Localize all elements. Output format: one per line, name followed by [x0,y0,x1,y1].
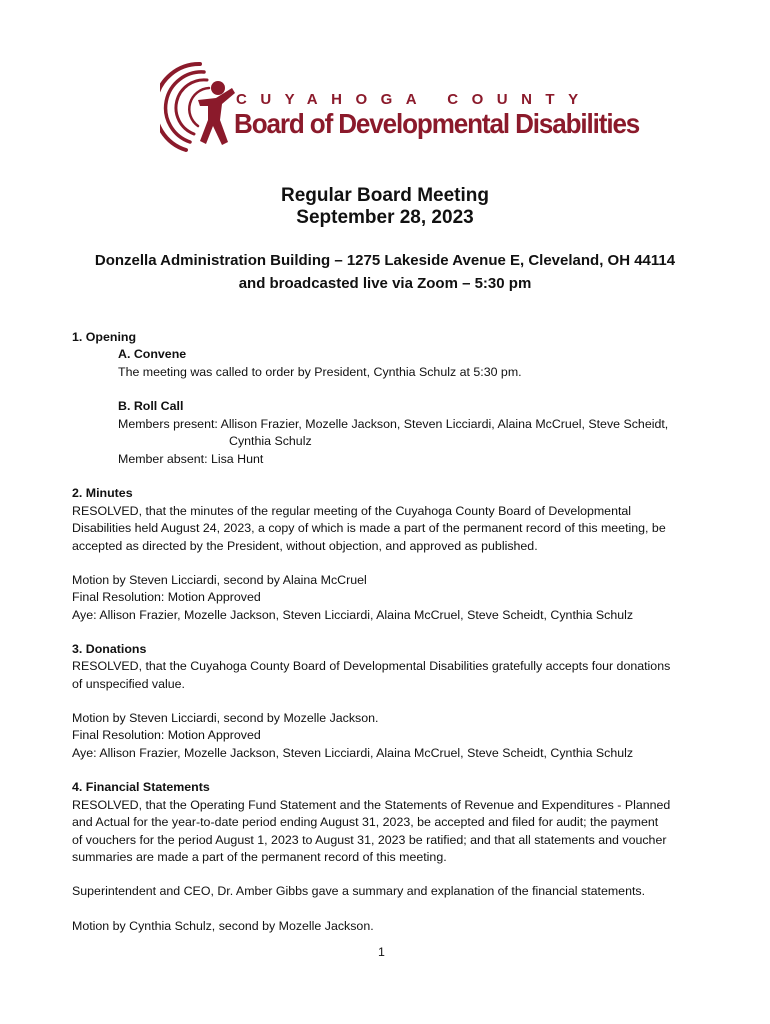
donations-resolution-line: of unspecified value. [72,677,185,691]
meeting-broadcast: and broadcasted live via Zoom – 5:30 pm [238,275,532,292]
logo-county-name: CUYAHOGA COUNTY [236,91,592,108]
subheading-convene: A. Convene [118,347,187,361]
meeting-location: Donzella Administration Building – 1275 Lakeside Avenue E, Cleveland, OH 44114 [94,252,676,269]
logo-emblem [160,58,240,158]
donations-resolution-line: RESOLVED, that the Cuyahoga County Board of Developmental Disabilities gratefully accepts four donations [72,659,671,673]
minutes-final-resolution: Final Resolution: Motion Approved [72,590,261,604]
donations-aye-votes: Aye: Allison Frazier, Mozelle Jackson, Steven Licciardi, Alaina McCruel, Steve Scheidt, Cynthia Schulz [72,746,634,760]
minutes-aye-votes: Aye: Allison Frazier, Mozelle Jackson, Steven Licciardi, Alaina McCruel, Steve Scheidt, Cynthia Schulz [72,608,634,622]
logo-board-name: Board of Developmental Disabilities [234,108,640,139]
subheading-roll-call: B. Roll Call [118,399,184,413]
financial-motion: Motion by Cynthia Schulz, second by Mozelle Jackson. [72,919,374,933]
minutes-motion: Motion by Steven Licciardi, second by Alaina McCruel [72,573,367,587]
financial-resolution-line: RESOLVED, that the Operating Fund Statement and the Statements of Revenue and Expenditures - Planned [72,798,671,812]
minutes-resolution-line: accepted as directed by the President, without objection, and approved as published. [72,539,538,553]
section-heading-opening: 1. Opening [72,330,137,344]
meeting-date: September 28, 2023 [296,207,474,228]
organization-logo [160,58,640,158]
section-heading-minutes: 2. Minutes [72,486,133,500]
section-heading-donations: 3. Donations [72,642,147,656]
members-absent: Member absent: Lisa Hunt [118,452,264,466]
convene-text: The meeting was called to order by President, Cynthia Schulz at 5:30 pm. [118,365,522,379]
page-number: 1 [378,945,385,959]
section-heading-financial: 4. Financial Statements [72,780,210,794]
financial-resolution-line: and Actual for the year-to-date period ending August 31, 2023, be accepted and filed for audit; the payment [72,815,659,829]
page-title: Regular Board Meeting [281,185,489,206]
members-present: Members present: Allison Frazier, Mozelle Jackson, Steven Licciardi, Alaina McCruel, Steve Scheidt, [118,417,669,431]
minutes-resolution-line: RESOLVED, that the minutes of the regular meeting of the Cuyahoga County Board of Developmental [72,504,632,518]
donations-motion: Motion by Steven Licciardi, second by Mozelle Jackson. [72,711,379,725]
financial-resolution-line: summaries are made a part of the permanent record of this meeting. [72,850,447,864]
members-present-continued: Cynthia Schulz [229,434,312,448]
financial-resolution-line: of vouchers for the period August 1, 2023 to August 31, 2023 be ratified; and that all statements and voucher [72,833,667,847]
financial-summary: Superintendent and CEO, Dr. Amber Gibbs gave a summary and explanation of the financial statements. [72,884,646,898]
donations-final-resolution: Final Resolution: Motion Approved [72,728,261,742]
minutes-resolution-line: Disabilities held August 24, 2023, a copy of which is made a part of the permanent record of this meeting, be [72,521,666,535]
